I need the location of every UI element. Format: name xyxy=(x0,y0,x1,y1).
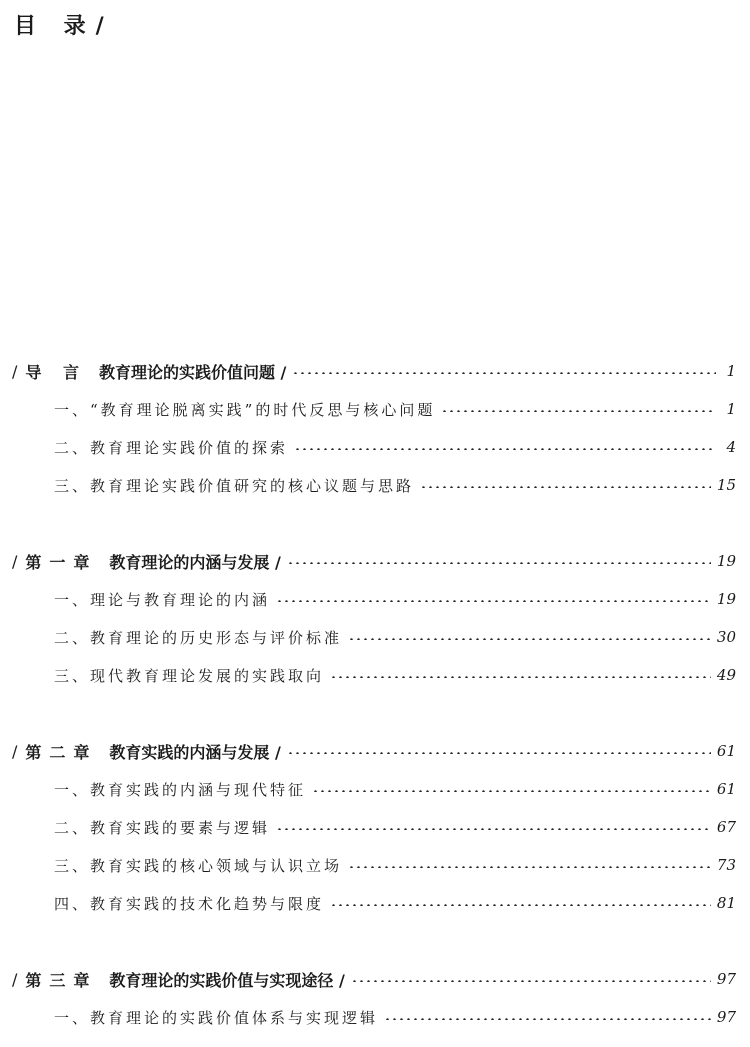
chapter-number: 第二章 xyxy=(25,742,98,762)
chapter-label: 第二章 教育实践的内涵与发展 / xyxy=(25,742,281,762)
page-number: 4 xyxy=(726,438,736,456)
toc-chapter-entry[interactable] xyxy=(0,352,750,390)
section-label: 一、理论与教育理论的内涵 xyxy=(54,590,271,609)
toc-chapter-intro xyxy=(0,352,750,504)
toc-section-entry[interactable] xyxy=(0,390,750,428)
table-of-contents xyxy=(0,352,750,1036)
section-label: 一、“教育理论脱离实践”的时代反思与核心问题 xyxy=(54,400,436,419)
leader-dots xyxy=(312,790,711,792)
toc-chapter-entry[interactable] xyxy=(0,732,750,770)
section-label: 四、教育实践的技术化趋势与限度 xyxy=(54,894,325,913)
toc-chapter-entry[interactable] xyxy=(0,960,750,998)
page-number: 67 xyxy=(716,818,736,836)
page-number: 1 xyxy=(726,362,736,380)
chapter-title: 教育理论的实践价值问题 xyxy=(98,362,275,382)
section-label: 三、教育实践的核心领域与认识立场 xyxy=(54,856,343,875)
toc-section-entry[interactable] xyxy=(0,428,750,466)
leader-dots xyxy=(351,980,711,982)
leader-dots xyxy=(330,904,711,906)
page-number: 30 xyxy=(716,628,736,646)
page-number: 19 xyxy=(716,552,736,570)
page-number: 1 xyxy=(726,400,736,418)
chapter-title: 教育实践的内涵与发展 xyxy=(109,742,270,762)
toc-section-entry[interactable] xyxy=(0,656,750,694)
toc-chapter-3 xyxy=(0,960,750,1036)
leader-dots xyxy=(348,638,711,640)
toc-chapter-2 xyxy=(0,732,750,922)
slash-mark: / xyxy=(12,551,18,571)
leader-dots xyxy=(441,410,716,412)
chapter-spacer xyxy=(0,922,750,960)
slash-mark: / xyxy=(12,741,18,761)
leader-dots xyxy=(276,600,711,602)
chapter-spacer xyxy=(0,694,750,732)
chapter-label: 第一章 教育理论的内涵与发展 / xyxy=(25,552,281,572)
section-label: 二、教育理论实践价值的探索 xyxy=(54,438,289,457)
section-label: 二、教育理论的历史形态与评价标准 xyxy=(54,628,343,647)
page-number: 49 xyxy=(716,666,736,684)
leader-dots xyxy=(287,752,711,754)
leader-dots xyxy=(384,1018,711,1020)
toc-section-entry[interactable] xyxy=(0,808,750,846)
toc-section-entry[interactable] xyxy=(0,580,750,618)
page-title: 目 录/ xyxy=(14,14,114,39)
leader-dots xyxy=(330,676,711,678)
leader-dots xyxy=(294,448,716,450)
toc-section-entry[interactable] xyxy=(0,618,750,656)
chapter-label: 导 言 教育理论的实践价值问题 / xyxy=(25,362,287,382)
toc-section-entry[interactable] xyxy=(0,466,750,504)
toc-section-entry[interactable] xyxy=(0,998,750,1036)
chapter-number: 第一章 xyxy=(25,552,98,572)
page-number: 81 xyxy=(716,894,736,912)
chapter-title: 教育理论的内涵与发展 xyxy=(109,552,270,572)
chapter-title: 教育理论的实践价值与实现途径 xyxy=(109,970,334,990)
toc-chapter-1 xyxy=(0,542,750,694)
leader-dots xyxy=(420,486,711,488)
toc-chapter-entry[interactable] xyxy=(0,542,750,580)
chapter-number: 导 言 xyxy=(25,362,87,382)
slash-mark: / xyxy=(12,361,18,381)
chapter-label: 第三章 教育理论的实践价值与实现途径 / xyxy=(25,970,345,990)
toc-section-entry[interactable] xyxy=(0,846,750,884)
page-number: 61 xyxy=(716,742,736,760)
section-label: 三、现代教育理论发展的实践取向 xyxy=(54,666,325,685)
section-label: 三、教育理论实践价值研究的核心议题与思路 xyxy=(54,476,415,495)
section-label: 一、教育实践的内涵与现代特征 xyxy=(54,780,307,799)
toc-section-entry[interactable] xyxy=(0,770,750,808)
page-number: 61 xyxy=(716,780,736,798)
chapter-number: 第三章 xyxy=(25,970,98,990)
page-number: 97 xyxy=(716,1008,736,1026)
slash-mark: / xyxy=(12,969,18,989)
page-number: 15 xyxy=(716,476,736,494)
page-number: 97 xyxy=(716,970,736,988)
section-label: 一、教育理论的实践价值体系与实现逻辑 xyxy=(54,1008,379,1027)
chapter-spacer xyxy=(0,504,750,542)
leader-dots xyxy=(276,828,711,830)
leader-dots xyxy=(287,562,711,564)
page-number: 73 xyxy=(716,856,736,874)
toc-section-entry[interactable] xyxy=(0,884,750,922)
leader-dots xyxy=(348,866,711,868)
section-label: 二、教育实践的要素与逻辑 xyxy=(54,818,271,837)
page-number: 19 xyxy=(716,590,736,608)
leader-dots xyxy=(292,372,716,374)
